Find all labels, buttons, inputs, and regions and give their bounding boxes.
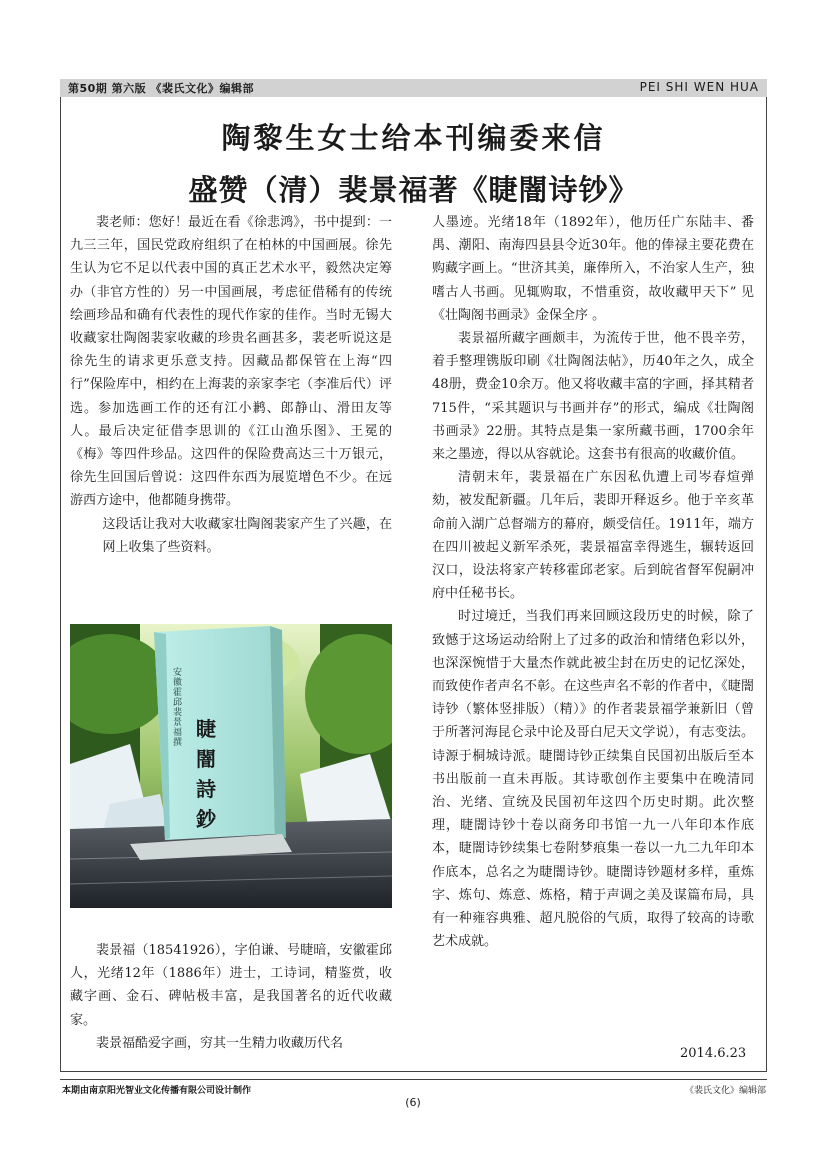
book-photo	[70, 624, 392, 908]
paragraph: 清朝末年，裴景福在广东因私仇遭上司岑春煊弹劾，被发配新疆。几年后，裴即开释返乡。他于辛亥革命前入湖广总督端方的幕府，颇受信任。1911年，端方在四川被起义新军杀死，裴景福富幸得逃生，辗转返回汉口，设法将家产转移霍邱老家。后到皖省督军倪嗣冲府中任秘书长。	[432, 470, 754, 602]
article-left-column-bottom	[70, 939, 392, 1055]
book-title-calligraphy: 睫闇詩鈔	[196, 717, 216, 831]
article-left-column-top	[70, 211, 392, 559]
paragraph: 裴景福所藏字画颇丰，为流传于世，他不畏辛劳，着手整理镌版印刷《壮陶阁法帖》，历40年之久，成全48册，费金10余万。他又将收藏丰富的字画，择其精者715件，“采其题识与书画并存”的形式，编成《壮陶阁书画录》22册。其特点是集一家所藏书画，1700余年来之墨迹，得以从容就论。这套书有很高的收藏价值。	[432, 331, 754, 463]
paragraph: 裴景福酷爱字画，穷其一生精力收藏历代名	[96, 1035, 344, 1051]
footer-credit: 本期由南京阳光智业文化传播有限公司设计制作	[62, 1086, 252, 1096]
page-number: (6)	[405, 1096, 421, 1109]
paragraph: 裴景福（18541926），字伯谦、号睫暗，安徽霍邱人，光绪12年（1886年）进士，工诗词，精鉴赏，收藏字画、金石、碑帖极丰富，是我国著名的近代收藏家。	[70, 943, 392, 1028]
waterfall-forest-image	[70, 624, 392, 908]
subheadline: 盛赞（清）裴景福著《睫闇诗钞》	[188, 173, 639, 207]
book-spine-text: 安徽霍邱裴景福撰	[173, 668, 183, 748]
paragraph: 裴老师：您好！最近在看《徐悲鸿》，书中提到：一九三三年，国民党政府组织了在柏林的中国画展。徐先生认为它不足以代表中国的真正艺术水平，毅然决定筹办（非官方性的）另一中国画展，考虑征借稀有的传统绘画珍品和确有代表性的现代作家的佳作。当时无锡大收藏家壮陶阁裴家收藏的珍贵名画甚多，裴老听说这是徐先生的请求更乐意支持。因藏品都保管在上海“四行”保险库中，相约在上海裴的亲家李宅（李准后代）评选。参加选画工作的还有江小鹣、郎静山、滑田友等人。最后决定征借李思训的《江山渔乐图》、王冕的《梅》等四件珍品。这四件的保险费高达三十万银元，徐先生回国后曾说：这四件东西为展览增色不少。在远游西方途中，他都随身携带。	[70, 215, 392, 509]
headline: 陶黎生女士给本刊编委来信	[221, 121, 606, 155]
article-date: 2014.6.23	[680, 1046, 747, 1061]
paragraph: 这段话让我对大收藏家壮陶阁裴家产生了兴趣，在网上收集了些资料。	[102, 516, 392, 555]
paragraph: 人墨迹。光绪18年（1892年），他历任广东陆丰、番禺、潮阳、南海四县县令近30年。他的俸禄主要花费在购藏字画上。“世济其美，廉俸所入，不治家人生产，独嗜古人书画。见辄购取，不惜重资，故收藏甲天下” 见《壮陶阁书画录》金保全序 。	[432, 215, 754, 323]
footer-divider	[60, 1079, 767, 1080]
paragraph: 时过境迁，当我们再来回顾这段历史的时候，除了致憾于这场运动给附上了过多的政治和情绪色彩以外，也深深惋惜于大量杰作就此被尘封在历史的记忆深处，而致使作者声名不彰。在这些声名不彰的作者中，《睫闇诗钞（繁体竖排版）（精）》的作者裴景福学兼新旧（曾于所著河海昆仑录中论及哥白尼天文学说），有志变法。诗源于桐城诗派。睫闇诗钞正续集自民国初出版后至本书出版前一直未再版。其诗歌创作主要集中在晚清同治、光绪、宣统及民国初年这四个历史时期。此次整理，睫闇诗钞十卷以商务印书馆一九一八年印本作底本，睫闇诗钞续集七卷附梦痕集一卷以一九二九年印本作底本，总名之为睫闇诗钞。睫闇诗钞题材多样，重炼字、炼句、炼意、炼格，精于声调之美及谋篇布局，具有一种雍容典雅、超凡脱俗的气质，取得了较高的诗歌艺术成就。	[432, 609, 754, 950]
article-right-column	[432, 211, 754, 954]
publication-name: PEI SHI WEN HUA	[639, 80, 759, 94]
issue-info: 第50期 第六版 《裴氏文化》编辑部	[68, 82, 254, 95]
header-bar	[60, 79, 767, 97]
footer-publisher: 《裴氏文化》编辑部	[684, 1086, 766, 1096]
